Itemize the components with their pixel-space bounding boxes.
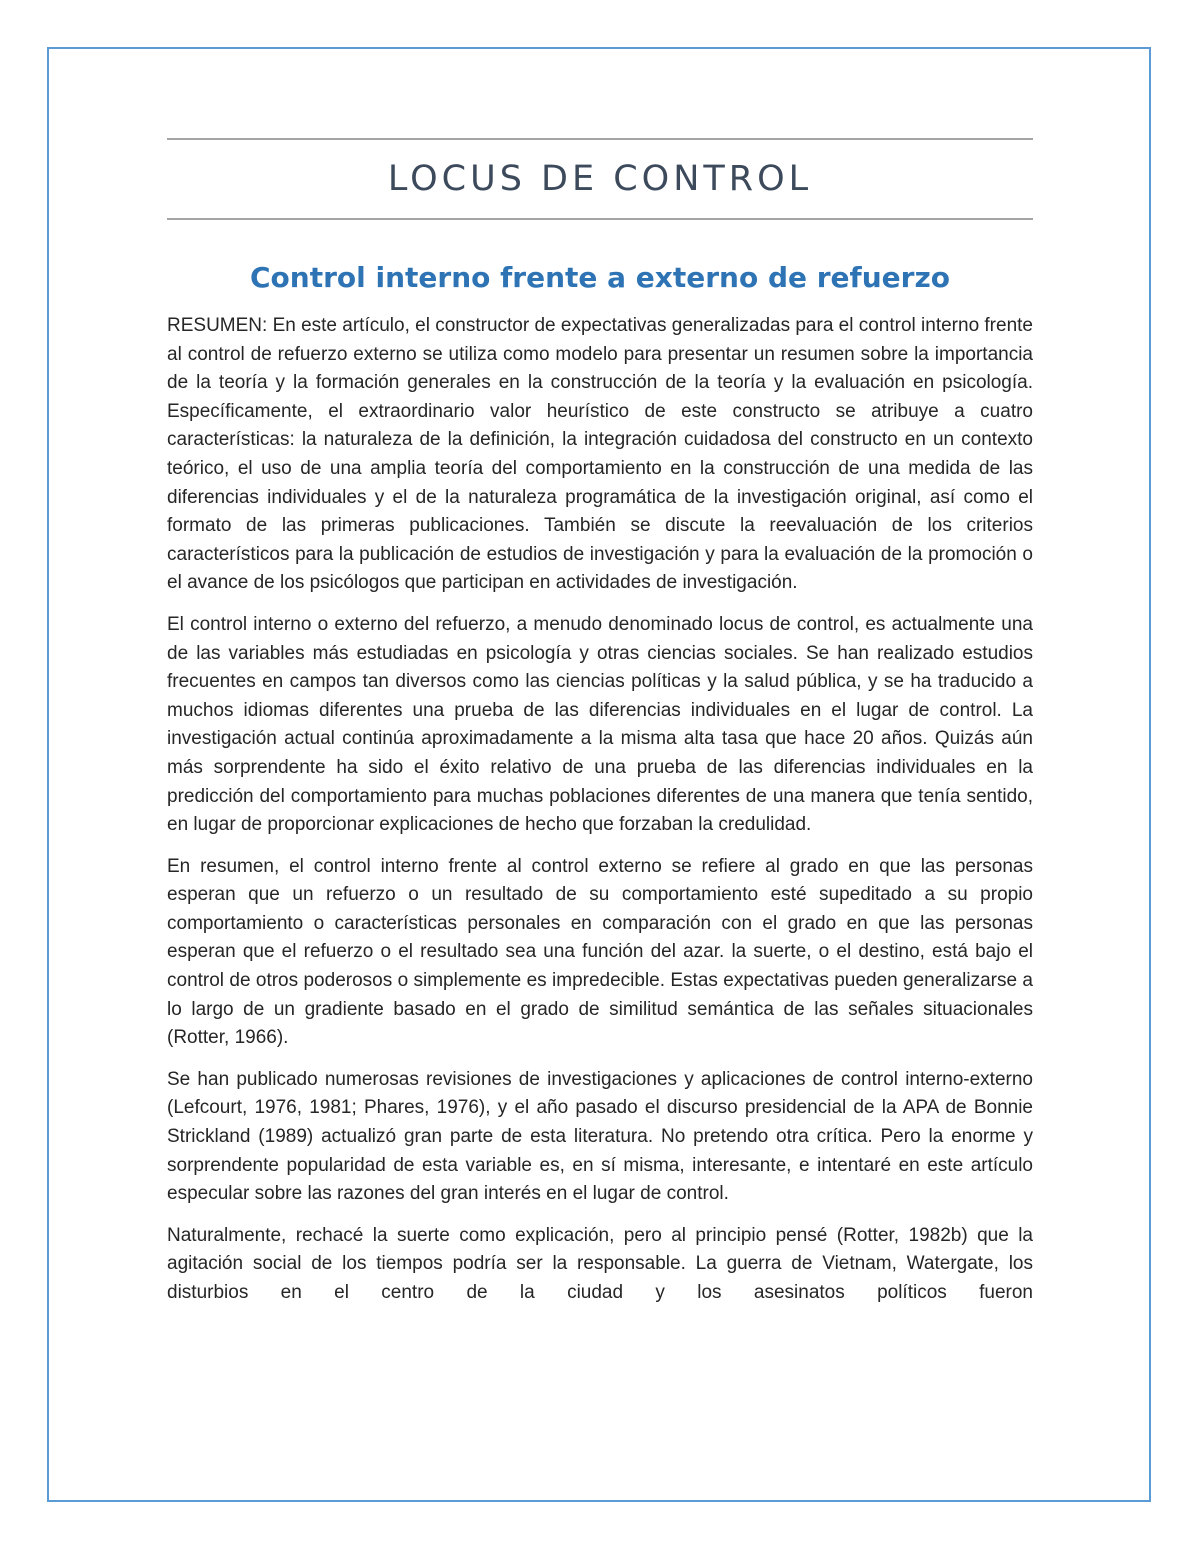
body-text <box>167 312 1033 1308</box>
document-subtitle: Control interno frente a externo de refuerzo <box>250 261 950 294</box>
paragraph-abstract: RESUMEN: En este artículo, el constructor de expectativas generalizadas para el control interno frente al control de refuerzo externo se utiliza como modelo para presentar un resumen sobre la importancia de la teoría y la formación generales en la construcción de la teoría y la evaluación en psicología. Específicamente, el extraordinario valor heurístico de este constructo se atribuye a cuatro características: la naturaleza de la definición, la integración cuidadosa del constructo en un contexto teórico, el uso de una amplia teoría del comportamiento en la construcción de una medida de las diferencias individuales y el de la naturaleza programática de la investigación original, así como el formato de las primeras publicaciones. También se discute la reevaluación de los criterios característicos para la publicación de estudios de investigación y para la evaluación de la promoción o el avance de los psicólogos que participan en actividades de investigación. <box>167 315 1033 594</box>
paragraph: Naturalmente, rechacé la suerte como explicación, pero al principio pensé (Rotter, 1982b) que la agitación social de los tiempos podría ser la responsable. La guerra de Vietnam, Watergate, los disturbios en el centro de la ciudad y los asesinatos políticos fueron <box>167 1224 1033 1303</box>
document-content <box>167 138 1033 1321</box>
title-top-rule <box>167 138 1033 140</box>
paragraph: En resumen, el control interno frente al control externo se refiere al grado en que las personas esperan que un refuerzo o un resultado de su comportamiento esté supeditado a su propio comportamiento o características personales en comparación con el grado en que las personas esperan que el refuerzo o el resultado sea una función del azar. la suerte, o el destino, está bajo el control de otros poderosos o simplemente es impredecible. Estas expectativas pueden generalizarse a lo largo de un gradiente basado en el grado de similitud semántica de las señales situacionales (Rotter, 1966). <box>167 855 1033 1049</box>
document-title: LOCUS DE CONTROL <box>387 159 813 199</box>
paragraph: Se han publicado numerosas revisiones de investigaciones y aplicaciones de control interno-externo (Lefcourt, 1976, 1981; Phares, 1976), y el año pasado el discurso presidencial de la APA de Bonnie Strickland (1989) actualizó gran parte de esta literatura. No pretendo otra crítica. Pero la enorme y sorprendente popularidad de esta variable es, en sí misma, interesante, e intentaré en este artículo especular sobre las razones del gran interés en el lugar de control. <box>167 1068 1033 1205</box>
paragraph: El control interno o externo del refuerzo, a menudo denominado locus de control, es actualmente una de las variables más estudiadas en psicología y otras ciencias sociales. Se han realizado estudios frecuentes en campos tan diversos como las ciencias políticas y la salud pública, y se ha traducido a muchos idiomas diferentes una prueba de las diferencias individuales en el lugar de control. La investigación actual continúa aproximadamente a la misma alta tasa que hace 20 años. Quizás aún más sorprendente ha sido el éxito relativo de una prueba de las diferencias individuales en la predicción del comportamiento para muchas poblaciones diferentes de una manera que tenía sentido, en lugar de proporcionar explicaciones de hecho que forzaban la credulidad. <box>167 613 1033 836</box>
title-bottom-rule <box>167 218 1033 220</box>
